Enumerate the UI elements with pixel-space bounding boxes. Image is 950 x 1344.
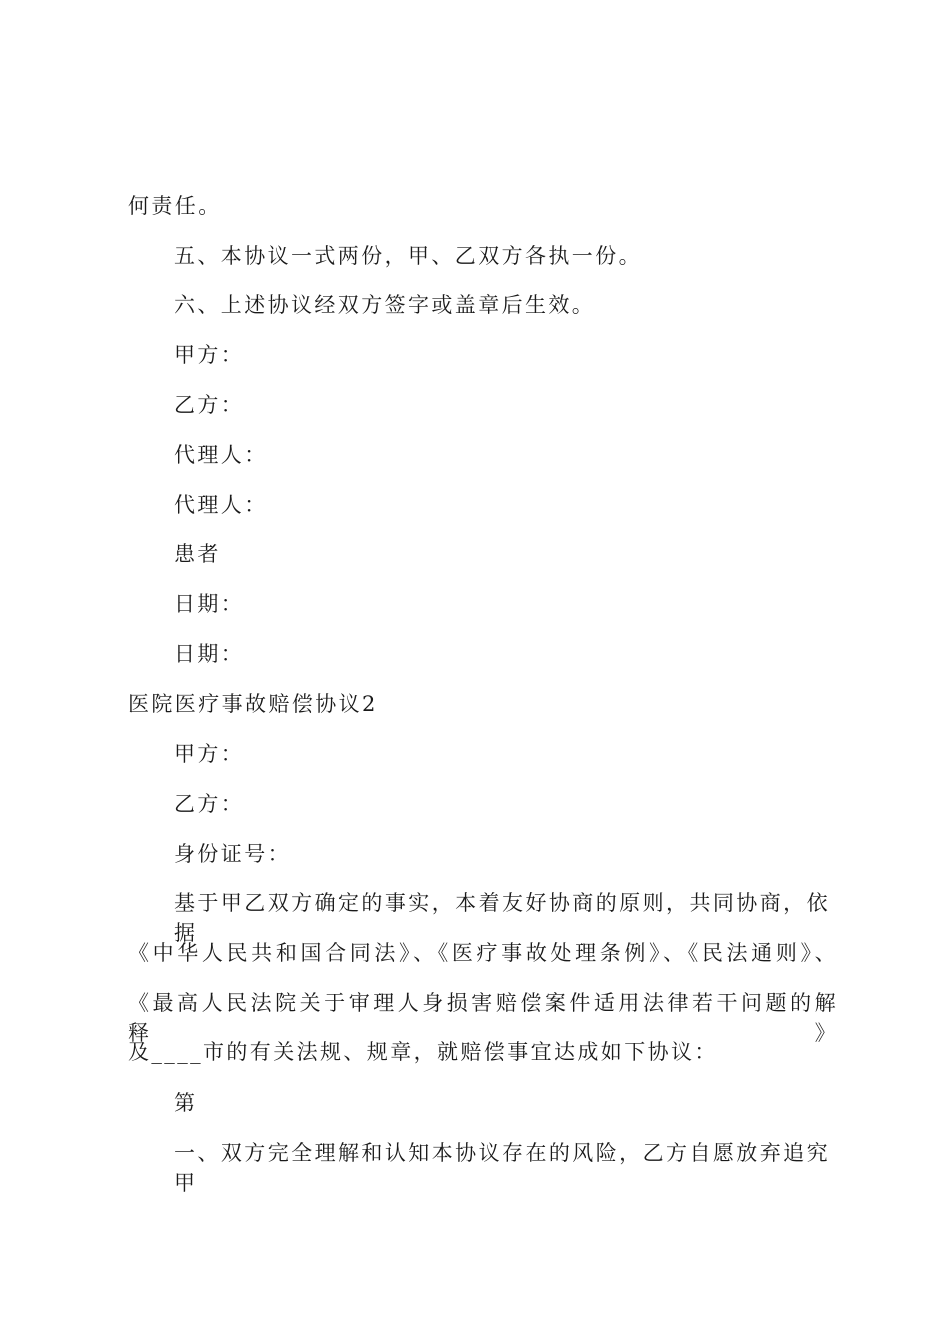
text-line: 何责任。: [128, 194, 222, 218]
id-number-label: 身份证号：: [174, 842, 291, 866]
party-b-label: 乙方：: [174, 792, 245, 816]
agent-label: 代理人：: [174, 443, 268, 467]
section-title: 医院医疗事故赔偿协议2: [128, 692, 378, 716]
article-label: 第: [174, 1091, 198, 1115]
patient-label: 患者: [174, 542, 221, 566]
party-b-label: 乙方：: [174, 393, 245, 417]
party-a-label: 甲方：: [174, 343, 245, 367]
agent-label: 代理人：: [174, 493, 268, 517]
clause-one: 一、双方完全理解和认知本协议存在的风险，乙方自愿放弃追究甲: [174, 1141, 830, 1195]
date-label: 日期：: [174, 642, 245, 666]
clause-five: 五、本协议一式两份，甲、乙双方各执一份。: [174, 244, 642, 268]
preamble-line: 《最高人民法院关于审理人身损害赔偿案件适用法律若干问题的解释》: [128, 991, 838, 1045]
preamble-line: 《中华人民共和国合同法》、《医疗事故处理条例》、《民法通则》、: [128, 941, 838, 965]
preamble-line: 及____市的有关法规、规章，就赔偿事宜达成如下协议：: [128, 1040, 718, 1064]
date-label: 日期：: [174, 592, 245, 616]
party-a-label: 甲方：: [174, 742, 245, 766]
clause-six: 六、上述协议经双方签字或盖章后生效。: [174, 293, 596, 317]
preamble-line: 基于甲乙双方确定的事实，本着友好协商的原则，共同协商，依据: [174, 891, 830, 945]
